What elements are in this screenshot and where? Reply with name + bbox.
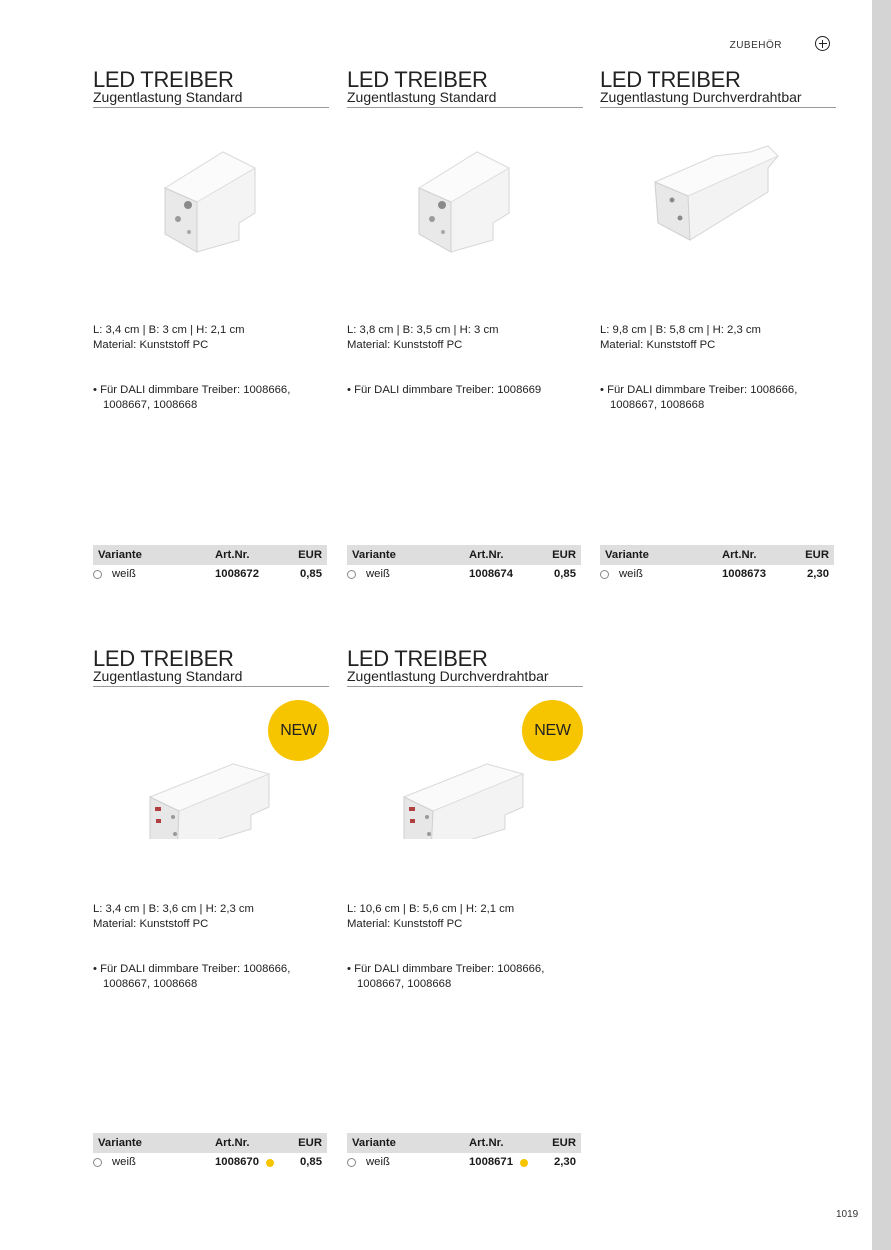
page-number: 1019	[836, 1209, 859, 1220]
col-variant: Variante	[605, 549, 649, 561]
col-price: EUR	[298, 549, 322, 561]
price-value: 0,85	[300, 568, 322, 580]
page-edge-strip	[872, 0, 891, 1250]
product-notes	[93, 962, 329, 992]
spec-line: Material: Kunststoff PC	[93, 918, 209, 930]
product-image	[93, 110, 329, 260]
product-image-area	[93, 110, 329, 260]
table-header	[347, 545, 581, 565]
price-value: 2,30	[807, 568, 829, 580]
page-header	[600, 35, 832, 55]
variant-name: weiß	[366, 568, 390, 580]
product-image	[347, 110, 583, 260]
title-divider	[93, 107, 329, 108]
art-nr-value: 1008672	[215, 568, 259, 580]
note-item: • Für DALI dimmbare Treiber: 1008666, 1008667, 1008668	[93, 384, 291, 411]
product-title: LED TREIBER	[93, 646, 234, 671]
variant-table	[347, 1133, 581, 1171]
title-divider	[600, 107, 836, 108]
col-price: EUR	[805, 549, 829, 561]
title-divider	[93, 686, 329, 687]
table-header	[600, 545, 834, 565]
product-subtitle: Zugentlastung Standard	[347, 89, 497, 105]
price-value: 0,85	[554, 568, 576, 580]
price-value: 2,30	[554, 1156, 576, 1168]
table-row	[93, 565, 327, 583]
product-card	[93, 646, 329, 1179]
variant-name: weiß	[619, 568, 643, 580]
product-specs	[347, 323, 499, 353]
table-row	[347, 565, 581, 583]
col-art-nr: Art.Nr.	[215, 549, 250, 561]
product-specs	[347, 902, 514, 932]
variant-table	[93, 545, 327, 583]
spec-line: L: 3,4 cm | B: 3 cm | H: 2,1 cm	[93, 324, 245, 336]
plus-circle-icon[interactable]	[815, 36, 830, 51]
col-variant: Variante	[352, 1137, 396, 1149]
spec-line: L: 3,8 cm | B: 3,5 cm | H: 3 cm	[347, 324, 499, 336]
art-nr-value: 1008673	[722, 568, 766, 580]
note-item: • Für DALI dimmbare Treiber: 1008666, 1008667, 1008668	[600, 384, 798, 411]
table-header	[347, 1133, 581, 1153]
product-subtitle: Zugentlastung Standard	[93, 89, 243, 105]
product-card	[347, 67, 583, 590]
new-badge: NEW	[268, 700, 329, 761]
spec-line: Material: Kunststoff PC	[600, 339, 716, 351]
product-image-area	[600, 110, 836, 260]
variant-radio[interactable]	[93, 1158, 102, 1167]
note-item: • Für DALI dimmbare Treiber: 1008666, 1008667, 1008668	[93, 963, 291, 990]
product-card	[600, 67, 836, 590]
section-label: ZUBEHÖR	[729, 40, 782, 51]
variant-name: weiß	[112, 568, 136, 580]
col-variant: Variante	[98, 1137, 142, 1149]
new-badge: NEW	[522, 700, 583, 761]
product-subtitle: Zugentlastung Standard	[93, 668, 243, 684]
note-item: • Für DALI dimmbare Treiber: 1008666, 1008667, 1008668	[347, 963, 545, 990]
art-nr-value: 1008671	[469, 1156, 513, 1168]
spec-line: L: 9,8 cm | B: 5,8 cm | H: 2,3 cm	[600, 324, 761, 336]
col-price: EUR	[298, 1137, 322, 1149]
col-art-nr: Art.Nr.	[215, 1137, 250, 1149]
product-specs	[600, 323, 761, 353]
table-header	[93, 545, 327, 565]
spec-line: Material: Kunststoff PC	[347, 918, 463, 930]
table-row	[93, 1153, 327, 1171]
art-nr-value: 1008670	[215, 1156, 259, 1168]
variant-table	[347, 545, 581, 583]
title-divider	[347, 686, 583, 687]
variant-name: weiß	[366, 1156, 390, 1168]
new-marker-dot	[266, 1159, 274, 1167]
product-card	[347, 646, 583, 1179]
table-header	[93, 1133, 327, 1153]
spec-line: Material: Kunststoff PC	[347, 339, 463, 351]
col-art-nr: Art.Nr.	[469, 1137, 504, 1149]
product-image	[600, 110, 836, 260]
col-variant: Variante	[352, 549, 396, 561]
col-price: EUR	[552, 1137, 576, 1149]
spec-line: L: 3,4 cm | B: 3,6 cm | H: 2,3 cm	[93, 903, 254, 915]
variant-radio[interactable]	[93, 570, 102, 579]
variant-radio[interactable]	[347, 1158, 356, 1167]
title-divider	[347, 107, 583, 108]
product-notes	[600, 383, 836, 413]
variant-table	[93, 1133, 327, 1171]
product-notes	[93, 383, 329, 413]
col-variant: Variante	[98, 549, 142, 561]
art-nr-value: 1008674	[469, 568, 513, 580]
product-title: LED TREIBER	[347, 646, 488, 671]
col-art-nr: Art.Nr.	[722, 549, 757, 561]
product-title: LED TREIBER	[600, 67, 741, 92]
product-notes	[347, 383, 583, 398]
spec-line: L: 10,6 cm | B: 5,6 cm | H: 2,1 cm	[347, 903, 515, 915]
table-row	[347, 1153, 581, 1171]
variant-radio[interactable]	[600, 570, 609, 579]
product-subtitle: Zugentlastung Durchverdrahtbar	[600, 89, 802, 105]
new-marker-dot	[520, 1159, 528, 1167]
col-price: EUR	[552, 549, 576, 561]
product-subtitle: Zugentlastung Durchverdrahtbar	[347, 668, 549, 684]
product-card	[93, 67, 329, 590]
product-specs	[93, 902, 254, 932]
col-art-nr: Art.Nr.	[469, 549, 504, 561]
variant-name: weiß	[112, 1156, 136, 1168]
product-specs	[93, 323, 245, 353]
spec-line: Material: Kunststoff PC	[93, 339, 209, 351]
note-item: • Für DALI dimmbare Treiber: 1008669	[347, 384, 542, 396]
product-image-area	[347, 110, 583, 260]
price-value: 0,85	[300, 1156, 322, 1168]
variant-radio[interactable]	[347, 570, 356, 579]
variant-table	[600, 545, 834, 583]
table-row	[600, 565, 834, 583]
product-title: LED TREIBER	[347, 67, 488, 92]
product-title: LED TREIBER	[93, 67, 234, 92]
product-notes	[347, 962, 583, 992]
